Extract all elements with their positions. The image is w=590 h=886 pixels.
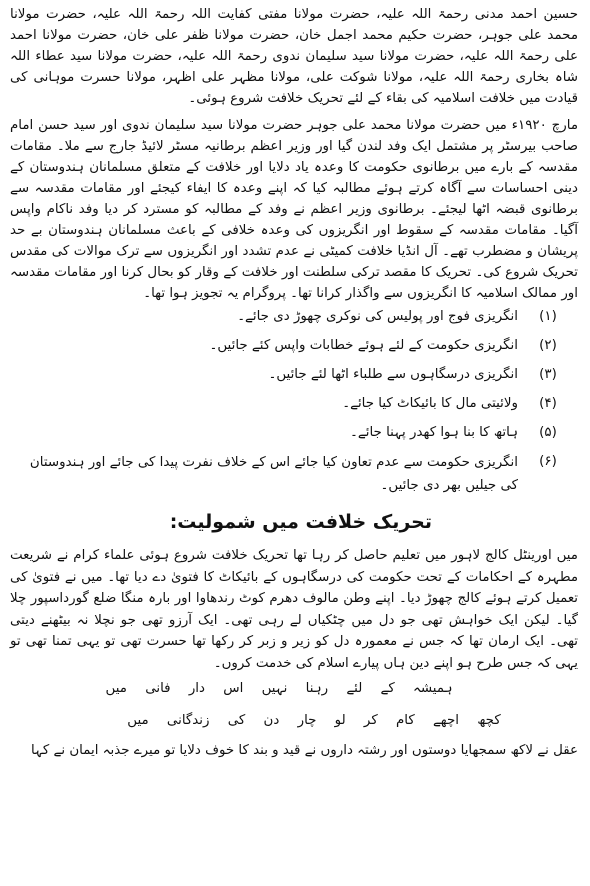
verse-line: ہمیشہ کے لئے رہنا نہیں اس دار فانی میں [105,681,453,696]
list-item [10,422,578,451]
list-item [10,364,578,393]
list-item-number: (۲) [539,338,557,353]
intro-paragraph: حسین احمد مدنی رحمۃ اللہ علیہ، حضرت مولانا مفتی کفایت اللہ رحمۃ اللہ علیہ، حضرت مولانا محمد علی جوہر، حضرت حکیم محمد اجمل خان، حضرت مولانا ظفر علی خان، حضرت مولانا احمد علی رحمۃ اللہ علیہ، حضرت مولانا سید سلیمان ندوی رحمۃ اللہ علیہ، حضرت مولانا سید عطاء اللہ شاہ بخاری رحمۃ اللہ علیہ، مولانا شوکت علی، مولانا مظہر علی اظہر، مولانا حسرت موہانی کی قیادت میں خلافت اسلامیہ کی بقاء کے لئے تحریک خلافت شروع ہوئی۔ [10,7,578,106]
list-item [10,306,578,335]
list-item-text: انگریزی درسگاہوں سے طلباء اٹھا لئے جائیں۔ [268,367,518,382]
list-item-number: (۵) [539,425,557,440]
delegation-paragraph: مارچ ۱۹۲۰ء میں حضرت مولانا محمد علی جوہر حضرت مولانا سید سلیمان ندوی اور سید حسن امام صاحب بیرسٹر پر مشتمل ایک وفد لندن گیا اور وزیر اعظم برطانیہ مسٹر لائیڈ جارج سے ملا۔ مقامات مقدسہ کے بارے میں برطانوی حکومت کا وعدہ یاد دلایا اور خلافت کے متعلق مسلمانان ہندوستان کے دینی احساسات سے آگاہ کرتے ہوئے مطالبہ کیا کہ اپنے وعدہ کا ایفاء کیجئے اور مقامات مقدسہ سے برطانوی قبضہ اٹھا لیجئے۔ برطانوی وزیر اعظم نے وفد کے مطالبہ کو مسترد کر دیا وفد ناکام واپس آگیا۔ مقامات مقدسہ کے سقوط اور انگریزوں کی وعدہ خلافی کے باعث مسلمانان ہندوستان بے حد پریشان و مضطرب تھے۔ آل انڈیا خلافت کمیٹی نے عدم تشدد اور انگریزوں سے ترک موالات کی مقدس تحریک شروع کی۔ تحریک کا مقصد ترکی سلطنت اور خلافت کے وقار کو بحال کرنا اور مقامات مقدسہ اور ممالک اسلامیہ کا انگریزوں سے واگذار کرانا تھا۔ پروگرام یہ تجویز ہوا تھا۔ [10,118,579,301]
list-item-number: (۱) [539,309,557,324]
list-item [10,393,578,422]
list-item-text: ہاتھ کا بنا ہوا کھدر پہنا جائے۔ [350,425,518,440]
list-item-text: انگریزی حکومت کے لئے ہوئے خطابات واپس کئے جائیں۔ [209,338,518,353]
verse-line: کچھ اچھے کام کر لو چار دن کی زندگانی میں [127,713,501,728]
list-item-number: (۴) [539,396,557,411]
list-item [10,335,578,364]
list-item-text: ولائیتی مال کا بائیکاٹ کیا جائے۔ [342,396,518,411]
list-item-text: انگریزی فوج اور پولیس کی نوکری چھوڑ دی جائے۔ [237,309,518,324]
section-heading: تحریک خلافت میں شمولیت: [169,511,432,533]
list-item [10,451,578,497]
list-item-number: (۳) [539,367,557,382]
closing-line: عقل نے لاکھ سمجھایا دوستوں اور رشتہ داروں نے قید و بند کا خوف دلایا تو میرے جذبہ ایمان نے کہا [30,743,578,758]
list-item-number: (۶) [539,454,557,469]
section-paragraph: میں اورینٹل کالج لاہور میں تعلیم حاصل کر رہا تھا تحریک خلافت شروع ہوئی علماء کرام نے شریعت مطہرہ کے احکامات کے تحت حکومت کی درسگاہوں کے بائیکاٹ کا فتویٰ دے دیا تھا۔ میں نے فتویٰ کی تعمیل کرتے ہوئے کالج چھوڑ دیا۔ اپنے وطن مالوف دھرم کوٹ رندھاوا اور بارہ منگا ضلع گورداسپور چلا گیا۔ لیکن ایک خواہش تھی جو دل میں چٹکیاں لے رہی تھی۔ ایک آرزو تھی جو نچلا نہ بیٹھنے دیتی تھی۔ ایک ارمان تھا کہ جس نے معمورہ دل کو زیر و زبر کر رکھا تھا حسرت تھی تو یہی تمنا تھی تو یہی کہ جس طرح ہو اپنے دین ہاں پیارے اسلام کی خدمت کروں۔ [10,548,578,671]
list-item-text: انگریزی حکومت سے عدم تعاون کیا جائے اس کے خلاف نفرت پیدا کی جائے اور ہندوستان کی جیلیں بھر دی جائیں۔ [29,455,518,493]
program-list [10,306,578,497]
